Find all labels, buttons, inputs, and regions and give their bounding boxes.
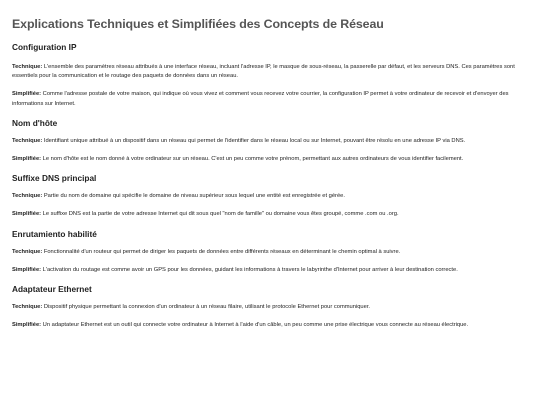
section-adaptateur-ethernet — [12, 284, 530, 330]
technique-label: Technique: — [12, 137, 43, 144]
simplifie-label: Simplifiée: — [12, 322, 42, 329]
technique-paragraph — [12, 137, 530, 146]
technique-label: Technique: — [12, 304, 43, 311]
technique-text: Identifiant unique attribué à un dispositif dans un réseau qui permet de l'identifier dans le réseau local ou sur Internet, pouvant être résolu en une adresse IP via DNS. — [42, 137, 466, 144]
technique-paragraph — [12, 63, 530, 81]
section-enrutamiento — [12, 229, 530, 275]
section-suffixe-dns — [12, 173, 530, 219]
simplifie-label: Simplifiée: — [12, 156, 42, 163]
simplifie-text: Un adaptateur Ethernet est un outil qui connecte votre ordinateur à Internet à l'aide d'un câble, un peu comme une prise électrique vous connecte au réseau électrique. — [41, 322, 469, 329]
section-heading: Nom d'hôte — [12, 117, 58, 128]
section-configuration-ip — [12, 42, 530, 109]
simplifie-text: Comme l'adresse postale de votre maison, qui indique où vous vivez et comment vous recevez votre courrier, la configuration IP permet à votre ordinateur de recevoir et d'envoyer des informations sur Internet. — [12, 91, 509, 107]
simplifie-paragraph — [12, 266, 530, 275]
section-heading: Enrutamiento habilité — [12, 228, 97, 239]
simplifie-label: Simplifiée: — [12, 211, 42, 218]
technique-paragraph — [12, 303, 530, 312]
technique-paragraph — [12, 192, 530, 201]
technique-text: Dispositif physique permettant la connexion d'un ordinateur à un réseau filaire, utilisant le protocole Ethernet pour communiquer. — [42, 304, 371, 311]
section-nom-d-hote — [12, 118, 530, 164]
technique-label: Technique: — [12, 193, 43, 200]
page-title: Explications Techniques et Simplifiées des Concepts de Réseau — [12, 17, 384, 31]
simplifie-paragraph — [12, 321, 530, 330]
simplifie-paragraph — [12, 210, 530, 219]
technique-text: L'ensemble des paramètres réseau attribués à une interface réseau, incluant l'adresse IP, le masque de sous-réseau, la passerelle par défaut, et les serveurs DNS. Ces paramètres sont essentiels pour la communication et le routage des paquets de données dans un réseau. — [12, 64, 515, 80]
simplifie-label: Simplifiée: — [12, 91, 42, 98]
simplifie-text: L'activation du routage est comme avoir un GPS pour les données, guidant les informations à travers le labyrinthe d'Internet pour arriver à leur destination correcte. — [41, 266, 458, 273]
technique-label: Technique: — [12, 248, 43, 255]
section-heading: Suffixe DNS principal — [12, 173, 97, 184]
simplifie-text: Le suffixe DNS est la partie de votre adresse Internet qui dit sous quel "nom de famille" ou domaine vous êtes groupé, comme .com ou .org. — [41, 211, 399, 218]
technique-text: Partie du nom de domaine qui spécifie le domaine de niveau supérieur sous lequel une entité est enregistrée et gérée. — [42, 193, 345, 200]
technique-label: Technique: — [12, 64, 43, 70]
technique-text: Fonctionnalité d'un routeur qui permet de diriger les paquets de données entre différents réseaux en déterminant le chemin optimal à suivre. — [42, 248, 401, 255]
simplifie-text: Le nom d'hôte est le nom donné à votre ordinateur sur un réseau. C'est un peu comme votre prénom, permettant aux autres ordinateurs de vous identifier facilement. — [41, 156, 464, 163]
simplifie-paragraph — [12, 155, 530, 164]
section-heading: Configuration IP — [12, 42, 77, 52]
section-heading: Adaptateur Ethernet — [12, 284, 92, 295]
simplifie-paragraph — [12, 90, 530, 108]
simplifie-label: Simplifiée: — [12, 266, 42, 273]
technique-paragraph — [12, 248, 530, 257]
